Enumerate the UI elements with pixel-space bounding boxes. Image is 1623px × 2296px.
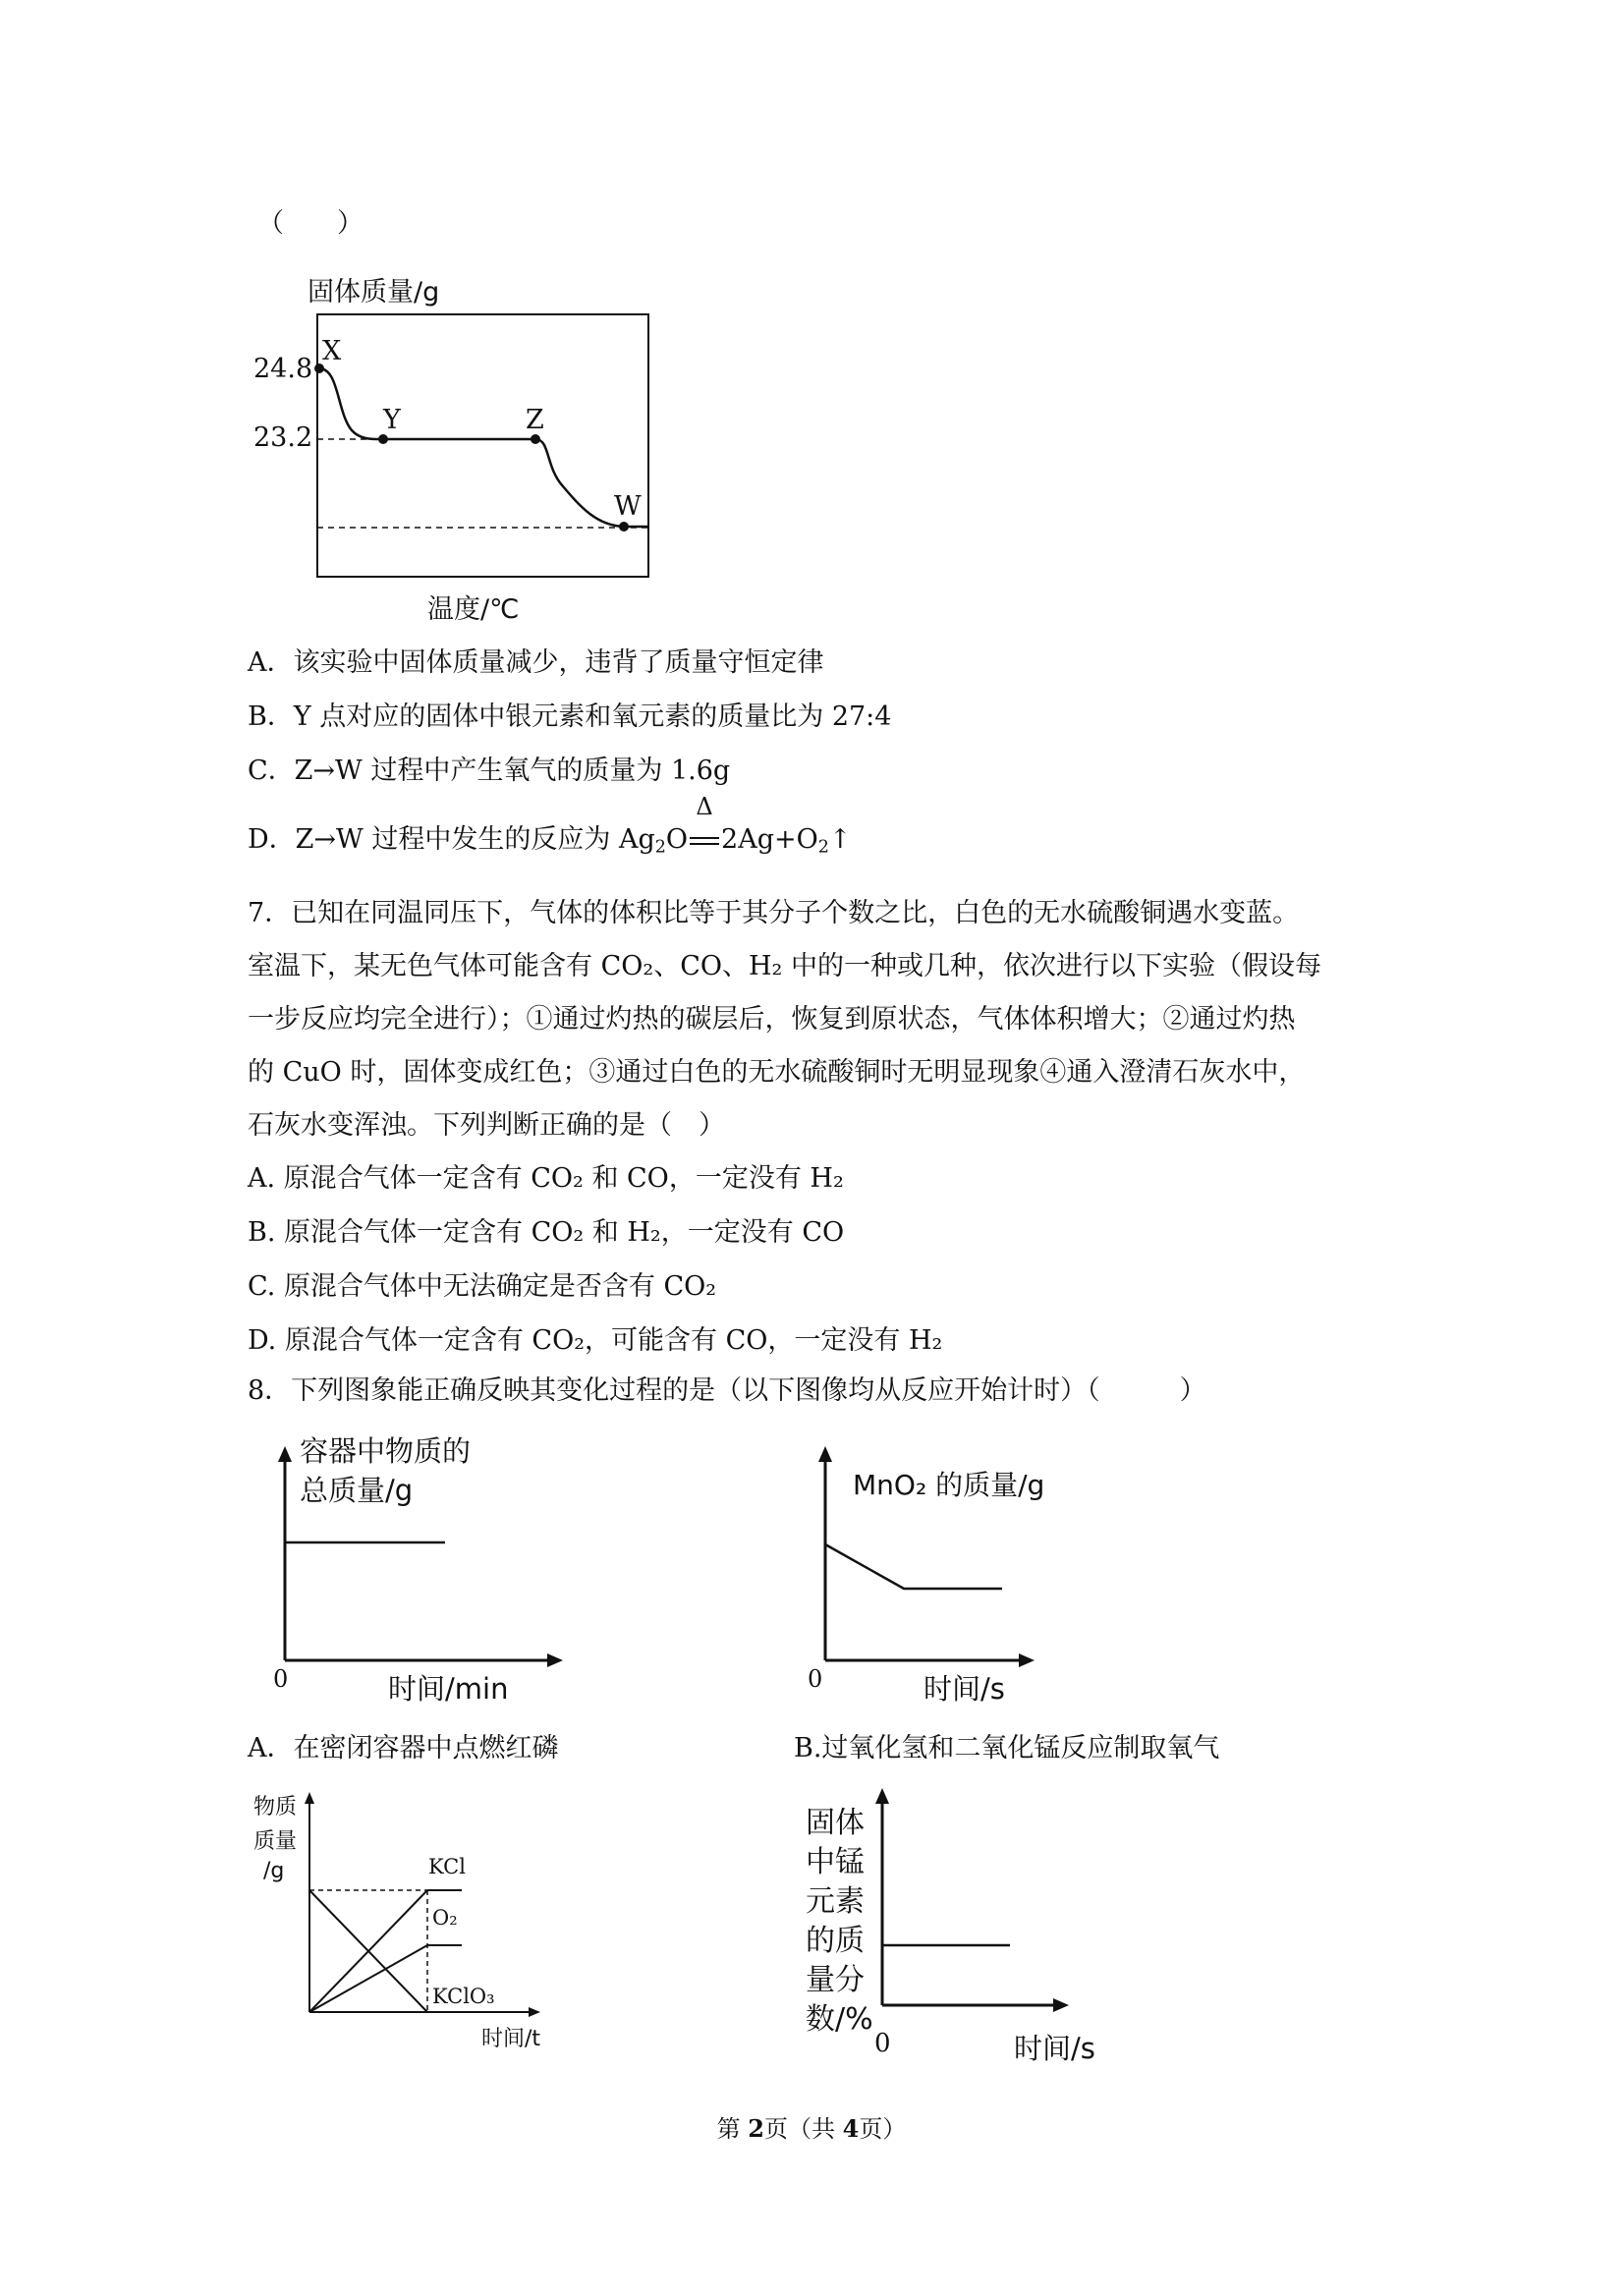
q6-y-axis-label: 固体质量/g — [308, 277, 440, 308]
q7-stem-line-5: 石灰水变浑浊。下列判断正确的是（ ） — [248, 1110, 725, 1141]
q8-graph-c-ylabel-1: 物质 — [253, 1795, 298, 1820]
q6-point-z-label: Z — [526, 405, 544, 435]
q8-option-a-caption: A．在密闭容器中点燃红磷 — [248, 1733, 559, 1764]
q7-stem-line-3: 一步反应均完全进行）；①通过灼热的碳层后，恢复到原状态，气体体积增大；②通过灼热 — [248, 1004, 1296, 1035]
q8-graph-a-origin: 0 — [273, 1665, 289, 1693]
q8-graph-b-origin: 0 — [808, 1665, 823, 1693]
q8-graph-d — [865, 1786, 1081, 2022]
q8-graph-d-ylabel-6: 数/% — [806, 2002, 873, 2037]
q8-graph-c-series-kclo3: KClO₃ — [432, 1985, 495, 2008]
q8-graph-a-xlabel: 时间/min — [388, 1672, 509, 1706]
q6-y-tick-23.2: 23.2 — [253, 422, 313, 453]
q8-graph-a-ylabel-1: 容器中物质的 — [300, 1434, 472, 1468]
q8-graph-b-xlabel: 时间/s — [923, 1672, 1005, 1706]
q7-option-b: B. 原混合气体一定含有 CO₂ 和 H₂，一定没有 CO — [248, 1217, 845, 1248]
q8-graph-d-ylabel-1: 固体 — [806, 1806, 865, 1840]
q6-option-b: B．Y 点对应的固体中银元素和氧元素的质量比为 27:4 — [248, 701, 892, 732]
q8-graph-a-ylabel-2: 总质量/g — [300, 1474, 414, 1507]
q6-option-d: D．Z→W 过程中发生的反应为 $Ag_2O$ Δ $2Ag+O_2↑$ — [248, 793, 852, 858]
q6-point-y-label: Y — [383, 405, 401, 435]
page-footer: 第 2页（共 4页） — [716, 2114, 907, 2143]
q7-stem-line-4: 的 CuO 时，固体变成红色；③通过白色的无水硫酸铜时无明显现象④通入澄清石灰水中， — [248, 1057, 1306, 1088]
q6-y-tick-24.8: 24.8 — [253, 354, 313, 384]
q8-graph-d-ylabel-3: 元素 — [806, 1884, 865, 1919]
q8-graph-d-ylabel-5: 量分 — [806, 1963, 865, 1997]
q7-option-d: D. 原混合气体一定含有 CO₂，可能含有 CO，一定没有 H₂ — [248, 1325, 943, 1356]
q8-graph-d-ylabel-2: 中锰 — [806, 1845, 865, 1879]
q7-stem-line-1: 7．已知在同温同压下，气体的体积比等于其分子个数之比，白色的无水硫酸铜遇水变蓝。 — [248, 898, 1300, 928]
q8-graph-d-origin: 0 — [874, 2029, 891, 2058]
q8-graph-c-series-kcl: KCl — [428, 1855, 466, 1878]
q8-graph-c-xlabel: 时间/t — [481, 2027, 541, 2051]
q8-option-b-caption: B.过氧化氢和二氧化锰反应制取氧气 — [794, 1733, 1220, 1764]
q8-graph-d-ylabel-4: 的质 — [806, 1924, 865, 1958]
heating-condition: Δ — [688, 822, 721, 858]
q6-option-c: C．Z→W 过程中产生氧气的质量为 1.6g — [248, 756, 731, 786]
q7-option-c: C. 原混合气体中无法确定是否含有 CO₂ — [248, 1271, 717, 1302]
q8-graph-c-series-o2: O₂ — [432, 1906, 458, 1930]
q8-graph-b-ylabel: MnO₂ 的质量/g — [853, 1469, 1045, 1501]
q6-mass-temperature-graph — [251, 265, 673, 629]
q8-graph-c-ylabel-2: 质量 — [253, 1829, 298, 1854]
q7-option-a: A. 原混合气体一定含有 CO₂ 和 CO，一定没有 H₂ — [248, 1163, 844, 1194]
answer-paren: （ ） — [257, 208, 364, 239]
q6-option-a: A．该实验中固体质量减少，违背了质量守恒定律 — [248, 647, 824, 678]
q8-stem: 8．下列图象能正确反映其变化过程的是（以下图像均从反应开始计时）（ ） — [248, 1375, 1206, 1406]
q6-x-axis-label: 温度/℃ — [427, 594, 520, 625]
q7-stem-line-2: 室温下，某无色气体可能含有 CO₂、CO、H₂ 中的一种或几种，依次进行以下实验（假设每 — [248, 951, 1321, 981]
q8-graph-c-ylabel-3: /g — [263, 1859, 285, 1883]
q6-point-w-label: W — [614, 491, 642, 522]
q8-graph-d-xlabel: 时间/s — [1014, 2032, 1095, 2065]
q8-graph-c — [295, 1788, 550, 2034]
q6-point-x-label: X — [322, 336, 342, 366]
